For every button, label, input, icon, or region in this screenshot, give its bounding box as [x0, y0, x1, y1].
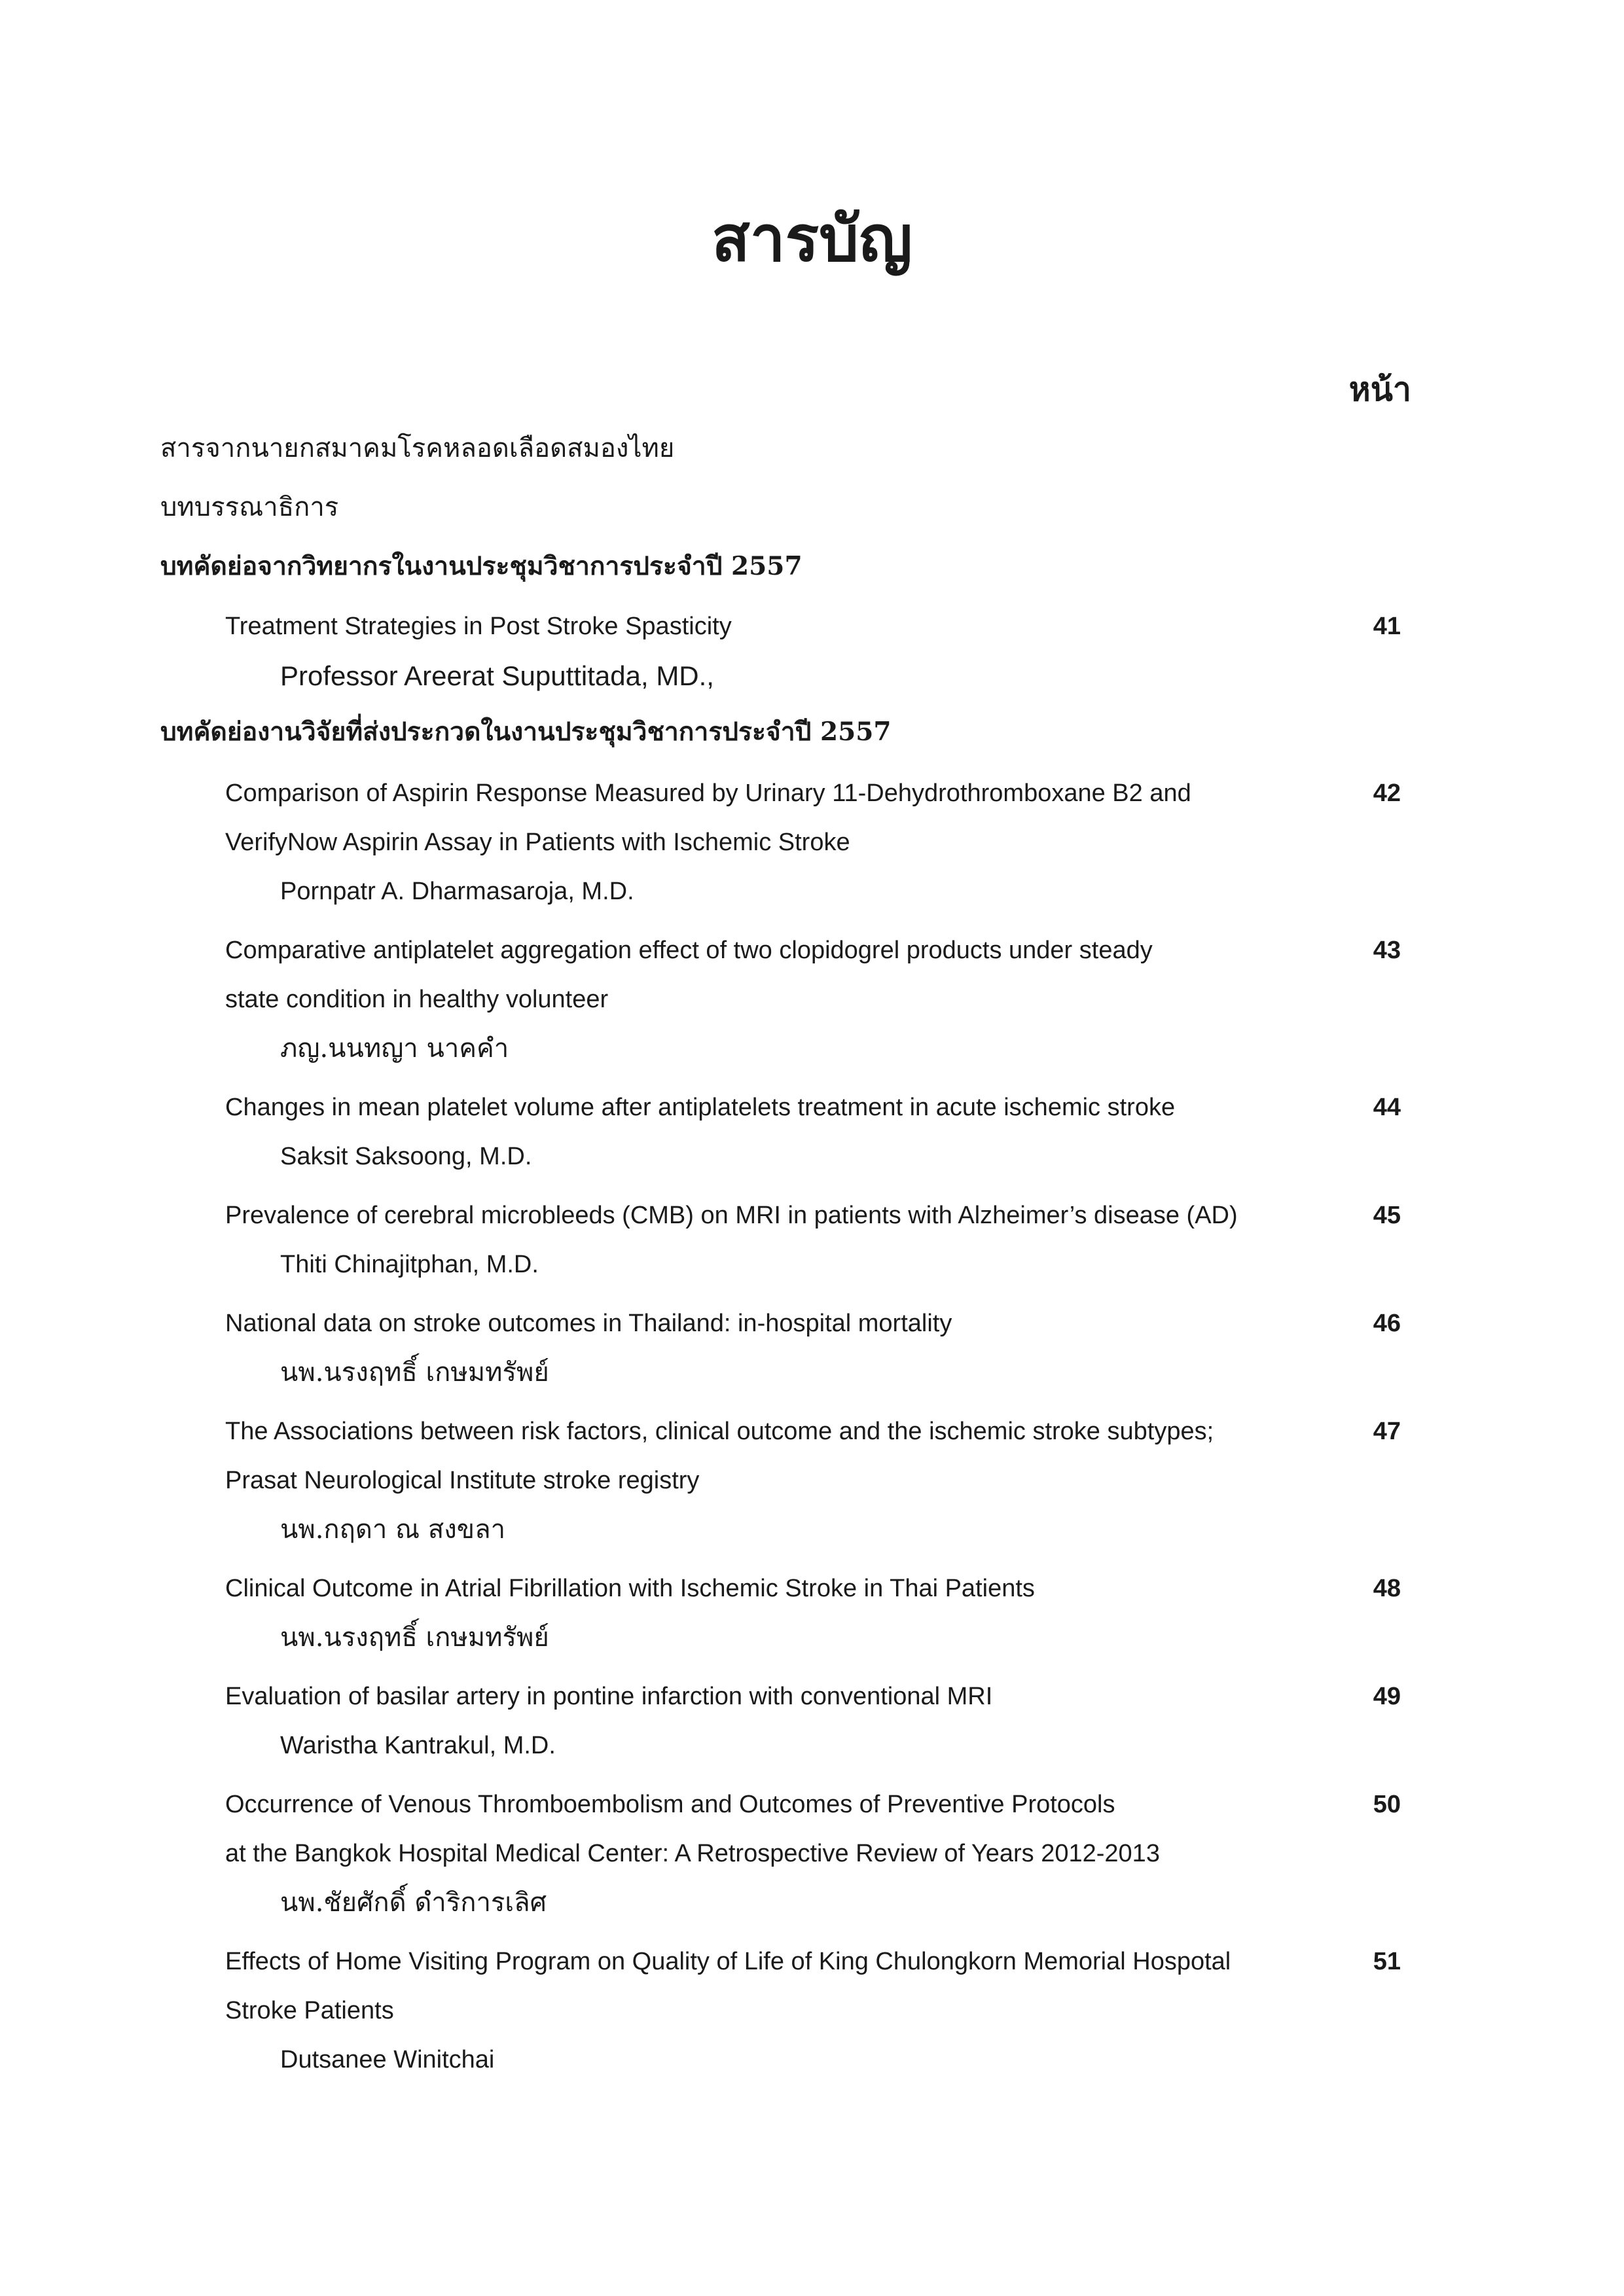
entry-title-line: Clinical Outcome in Atrial Fibrillation with Ischemic Stroke in Thai Patients: [225, 1575, 1035, 1602]
page-column-header: หน้า: [1348, 370, 1411, 408]
entry-title-line: at the Bangkok Hospital Medical Center: A Retrospective Review of Years 2012-2013: [225, 1840, 1160, 1867]
entry-title-line: Occurrence of Venous Thromboembolism and Outcomes of Preventive Protocols: [225, 1791, 1115, 1818]
section-heading: บทคัดย่องานวิจัยที่ส่งประกวดในงานประชุมวิชาการประจำปี 2557: [160, 717, 892, 747]
entry-title-line: Stroke Patients: [225, 1997, 394, 2024]
entry-title-line: The Associations between risk factors, clinical outcome and the ischemic stroke subtypes;: [225, 1418, 1214, 1445]
entry-page-number: 50: [1373, 1791, 1401, 1818]
entry-author: Thiti Chinajitphan, M.D.: [280, 1251, 539, 1278]
entry-title-line: Comparative antiplatelet aggregation effect of two clopidogrel products under steady: [225, 937, 1153, 964]
entry-title-line: VerifyNow Aspirin Assay in Patients with Ischemic Stroke: [225, 829, 850, 856]
entry-title-line: Effects of Home Visiting Program on Quality of Life of King Chulongkorn Memorial Hospotal: [225, 1948, 1231, 1975]
entry-page-number: 41: [1373, 613, 1401, 640]
front-matter-item: บทบรรณาธิการ: [160, 492, 339, 522]
entry-author: ภญ.นนทญา นาคคำ: [280, 1033, 509, 1064]
entry-page-number: 43: [1373, 937, 1401, 964]
entry-title-line: Prasat Neurological Institute stroke registry: [225, 1467, 700, 1494]
entry-page-number: 51: [1373, 1948, 1401, 1975]
entry-title-line: Treatment Strategies in Post Stroke Spasticity: [225, 613, 732, 640]
entry-title-line: state condition in healthy volunteer: [225, 986, 609, 1013]
entry-page-number: 42: [1373, 780, 1401, 807]
entry-page-number: 44: [1373, 1094, 1401, 1121]
entry-title-line: National data on stroke outcomes in Thailand: in-hospital mortality: [225, 1310, 952, 1337]
entry-author: นพ.ชัยศักดิ์ ดำริการเลิศ: [280, 1888, 547, 1918]
entry-author: Professor Areerat Suputtitada, MD.,: [280, 660, 714, 691]
entry-page-number: 46: [1373, 1310, 1401, 1337]
entry-title-line: Evaluation of basilar artery in pontine infarction with conventional MRI: [225, 1683, 993, 1710]
entry-author: นพ.นรงฤทธิ์ เกษมทรัพย์: [280, 1357, 549, 1388]
front-matter-item: สารจากนายกสมาคมโรคหลอดเลือดสมองไทย: [160, 433, 675, 463]
entry-title-line: Changes in mean platelet volume after antiplatelets treatment in acute ischemic stroke: [225, 1094, 1176, 1121]
entry-author: Waristha Kantrakul, M.D.: [280, 1732, 556, 1759]
entry-page-number: 49: [1373, 1683, 1401, 1710]
entry-title-line: Comparison of Aspirin Response Measured by Urinary 11-Dehydrothromboxane B2 and: [225, 780, 1191, 807]
entry-author: นพ.กฤดา ณ สงขลา: [280, 1515, 506, 1545]
entry-author: Dutsanee Winitchai: [280, 2046, 495, 2073]
entry-page-number: 47: [1373, 1418, 1401, 1445]
entry-page-number: 48: [1373, 1575, 1401, 1602]
entry-page-number: 45: [1373, 1202, 1401, 1229]
entry-title-line: Prevalence of cerebral microbleeds (CMB) on MRI in patients with Alzheimer’s disease (AD): [225, 1202, 1238, 1229]
entry-author: Pornpatr A. Dharmasaroja, M.D.: [280, 878, 634, 905]
section-heading: บทคัดย่อจากวิทยากรในงานประชุมวิชาการประจำปี 2557: [160, 551, 803, 581]
page-title: สารบัญ: [712, 202, 912, 276]
entry-author: Saksit Saksoong, M.D.: [280, 1143, 532, 1170]
entry-author: นพ.นรงฤทธิ์ เกษมทรัพย์: [280, 1623, 549, 1653]
